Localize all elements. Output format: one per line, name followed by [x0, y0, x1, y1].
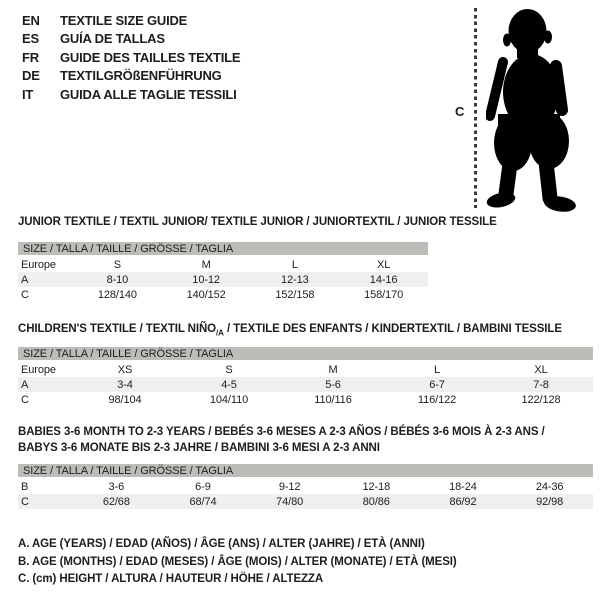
junior-section-title: JUNIOR TEXTILE / TEXTIL JUNIOR/ TEXTILE JUNIOR / JUNIORTEXTIL / JUNIOR TESSILE	[18, 216, 497, 228]
size-cell: 10-12	[162, 272, 251, 287]
row-label: C	[18, 494, 73, 509]
row-label: C	[21, 393, 29, 406]
babies-size-table	[18, 464, 593, 509]
size-cell: XL	[376, 258, 391, 271]
size-cell: 140/152	[186, 288, 226, 301]
footnote-a: A. AGE (YEARS) / EDAD (AÑOS) / ÂGE (ANS) / ALTER (JAHRE) / ETÀ (ANNI)	[18, 538, 425, 550]
size-cell: 6-7	[385, 377, 489, 392]
size-cell: 12-13	[251, 272, 340, 287]
table-row	[18, 272, 428, 287]
size-cell: 3-4	[73, 377, 177, 392]
language-row-fr	[22, 49, 240, 67]
language-label: GUIDE DES TAILLES TEXTILE	[60, 49, 241, 65]
children-section-title	[18, 321, 562, 341]
language-legend	[22, 12, 240, 104]
language-label: TEXTILGRÖßENFÜHRUNG	[60, 68, 222, 84]
size-cell: 12-18	[362, 480, 391, 493]
children-title-suffix: / TEXTILE DES ENFANTS / KINDERTEXTIL / BAMBINI TESSILE	[223, 323, 562, 335]
table-row	[18, 377, 593, 392]
table-row	[18, 478, 593, 494]
size-header-bar	[18, 464, 593, 478]
language-code: EN	[22, 13, 40, 28]
size-cell: 3-6	[108, 480, 125, 493]
size-cell: 62/68	[73, 494, 160, 509]
size-cell: 110/116	[314, 393, 352, 406]
language-label: GUÍA DE TALLAS	[60, 31, 165, 47]
language-label: GUIDA ALLE TAGLIE TESSILI	[60, 86, 237, 102]
height-marker-label: C	[455, 104, 465, 119]
language-code: DE	[22, 68, 40, 84]
language-row-de	[22, 67, 240, 85]
footnotes	[18, 536, 457, 589]
size-cell: XL	[534, 363, 548, 376]
language-code: IT	[22, 86, 34, 102]
size-cell: 86/92	[420, 494, 507, 509]
size-cell: 18-24	[449, 480, 477, 493]
size-cell: 92/98	[506, 494, 593, 509]
babies-section-title	[18, 424, 545, 456]
size-cell: M	[201, 258, 211, 271]
size-cell: S	[225, 363, 233, 376]
children-title-prefix: CHILDREN'S TEXTILE / TEXTIL NIÑO	[18, 323, 217, 335]
size-cell: 104/110	[209, 393, 249, 406]
size-cell: 4-5	[177, 377, 281, 392]
footnote-c: C. (cm) HEIGHT / ALTURA / HAUTEUR / HÖHE / ALTEZZA	[18, 573, 324, 585]
babies-title-line1: BABIES 3-6 MONTH TO 2-3 YEARS / BEBÉS 3-6 MESES A 2-3 AÑOS / BÉBÉS 3-6 MOIS À 2-3 ANS /	[18, 426, 545, 438]
table-row	[18, 256, 428, 272]
size-header-label: SIZE / TALLA / TAILLE / GRÖSSE / TAGLIA	[18, 242, 428, 256]
babies-title-line2: BABYS 3-6 MONATE BIS 2-3 JAHRE / BAMBINI 3-6 MESI A 2-3 ANNI	[18, 442, 380, 454]
junior-size-table	[18, 242, 428, 302]
table-row	[18, 392, 593, 407]
row-label: Europe	[21, 363, 56, 376]
size-cell: 8-10	[73, 272, 162, 287]
baby-silhouette-icon	[486, 4, 584, 212]
size-cell: 14-16	[339, 272, 428, 287]
size-cell: L	[291, 258, 298, 271]
language-label: TEXTILE SIZE GUIDE	[60, 13, 188, 28]
language-row-it	[22, 86, 240, 104]
language-row-en	[22, 12, 240, 30]
size-cell: M	[328, 363, 338, 376]
size-cell: 24-36	[535, 480, 564, 493]
table-row	[18, 494, 593, 509]
row-label: A	[18, 377, 73, 392]
size-cell: 9-12	[278, 480, 301, 493]
table-row	[18, 287, 428, 302]
size-cell: XS	[117, 363, 133, 376]
size-header-label: SIZE / TALLA / TAILLE / GRÖSSE / TAGLIA	[18, 464, 593, 478]
size-cell: 158/170	[364, 288, 404, 301]
row-label: B	[21, 480, 29, 493]
size-cell: 74/80	[246, 494, 333, 509]
row-label: A	[18, 272, 73, 287]
footnote-b: B. AGE (MONTHS) / EDAD (MESES) / ÂGE (MOIS) / ALTER (MONATE) / ETÀ (MESI)	[18, 555, 457, 568]
size-cell: 152/158	[275, 288, 315, 301]
size-cell: 116/122	[417, 393, 457, 406]
size-cell: 7-8	[489, 377, 593, 392]
size-cell: 98/104	[108, 393, 142, 406]
size-cell: 128/140	[97, 288, 137, 301]
size-cell: 68/74	[160, 494, 247, 509]
size-header-bar	[18, 347, 593, 361]
height-dashed-line	[474, 8, 477, 208]
children-size-table	[18, 347, 593, 407]
table-row	[18, 361, 593, 377]
size-cell: 122/128	[521, 393, 561, 406]
size-cell: L	[433, 363, 441, 376]
size-cell: 6-9	[195, 480, 211, 493]
language-row-es	[22, 30, 240, 48]
row-label: C	[21, 288, 29, 301]
language-code: ES	[22, 31, 39, 47]
language-code: FR	[22, 49, 39, 65]
size-header-label: SIZE / TALLA / TAILLE / GRÖSSE / TAGLIA	[18, 347, 593, 361]
size-header-bar	[18, 242, 428, 256]
size-cell: 5-6	[281, 377, 385, 392]
children-title-subscript: /A	[216, 328, 224, 338]
size-cell: S	[113, 258, 121, 271]
size-cell: 80/86	[333, 494, 420, 509]
row-label: Europe	[21, 258, 56, 271]
